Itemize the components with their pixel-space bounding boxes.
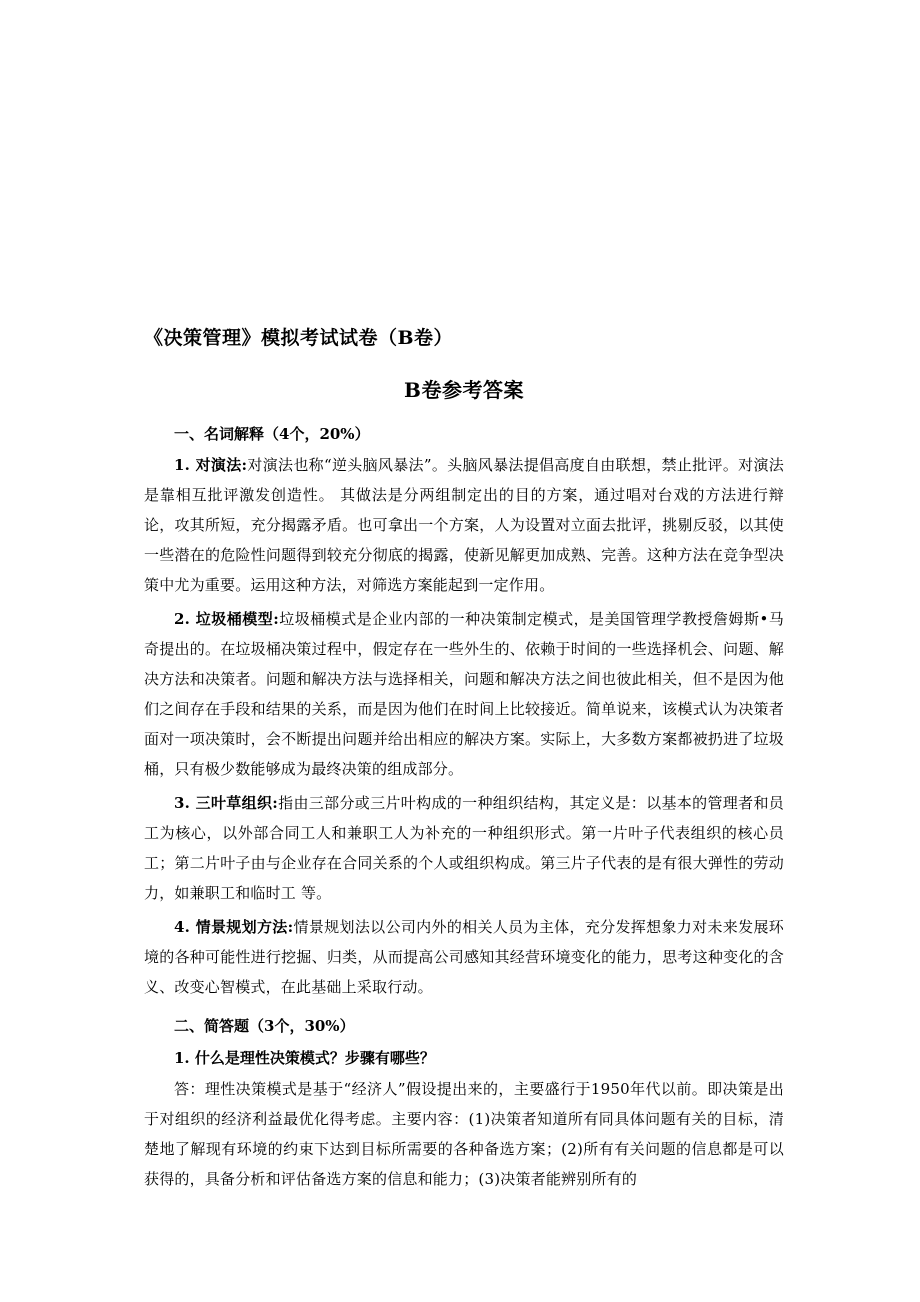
definition-item-4 bbox=[144, 912, 784, 1002]
definition-item-3 bbox=[144, 788, 784, 908]
definition-term: 1. 对演法: bbox=[174, 456, 248, 474]
definition-item-1 bbox=[144, 450, 784, 600]
definition-term: 3. 三叶草组织: bbox=[174, 794, 279, 812]
definition-term: 4. 情景规划方法: bbox=[174, 918, 294, 936]
answer-1: 答：理性决策模式是基于“经济人”假设提出来的，主要盛行于1950年代以前。即决策是出于对组织的经济利益最优化得考虑。主要内容：(1)决策者知道所有同具体问题有关的目标，清楚地了解现有环境的约束下达到目标所需要的各种备选方案；(2)所有有关问题的信息都是可以获得的，具备分析和评估备选方案的信息和能力；(3)决策者能辨别所有的 bbox=[144, 1080, 784, 1188]
question-1: 1. 什么是理性决策模式？步骤有哪些？ bbox=[174, 1049, 435, 1067]
answer-title: B卷参考答案 bbox=[404, 378, 524, 402]
definition-term: 2. 垃圾桶模型: bbox=[174, 610, 279, 628]
definition-text: 指由三部分或三片叶构成的一种组织结构，其定义是：以基本的管理者和员工为核心，以外部合同工人和兼职工人为补充的一种组织形式。第一片叶子代表组织的核心员工；第二片叶子由与企业存在合同关系的个人或组织构成。第三片子代表的是有很大弹性的劳动力，如兼职工和临时工 等。 bbox=[144, 794, 784, 902]
section-heading-short-answers: 二、简答题（3个，30%） bbox=[174, 1017, 355, 1035]
definition-text: 对演法也称“逆头脑风暴法”。头脑风暴法提倡高度自由联想，禁止批评。对演法是靠相互批评激发创造性。 其做法是分两组制定出的目的方案，通过唱对台戏的方法进行辩论，攻其所短，充分揭露矛盾。也可拿出一个方案，人为设置对立面去批评，挑剔反驳，以其使一些潜在的危险性问题得到较充分彻底的揭露，使新见解更加成熟、完善。这种方法在竞争型决策中尤为重要。运用这种方法，对筛选方案能起到一定作用。 bbox=[144, 456, 784, 594]
document-title: 《决策管理》模拟考试试卷（B卷） bbox=[144, 327, 454, 349]
section-heading-definitions: 一、名词解释（4个，20%） bbox=[174, 425, 370, 443]
definition-text: 垃圾桶模式是企业内部的一种决策制定模式，是美国管理学教授詹姆斯•马奇提出的。在垃圾桶决策过程中，假定存在一些外生的、依赖于时间的一些选择机会、问题、解决方法和决策者。问题和解决方法与选择相关，问题和解决方法之间也彼此相关，但不是因为他们之间存在手段和结果的关系，而是因为他们在时间上比较接近。简单说来，该模式认为决策者面对一项决策时，会不断提出问题并给出相应的解决方案。实际上，大多数方案都被扔进了垃圾桶，只有极少数能够成为最终决策的组成部分。 bbox=[144, 610, 784, 778]
definition-item-2 bbox=[144, 604, 784, 784]
definition-text: 情景规划法以公司内外的相关人员为主体，充分发挥想象力对未来发展环境的各种可能性进行挖掘、归类，从而提高公司感知其经营环境变化的能力，思考这种变化的含义、改变心智模式，在此基础上采取行动。 bbox=[144, 918, 785, 996]
document-page bbox=[144, 318, 784, 1194]
